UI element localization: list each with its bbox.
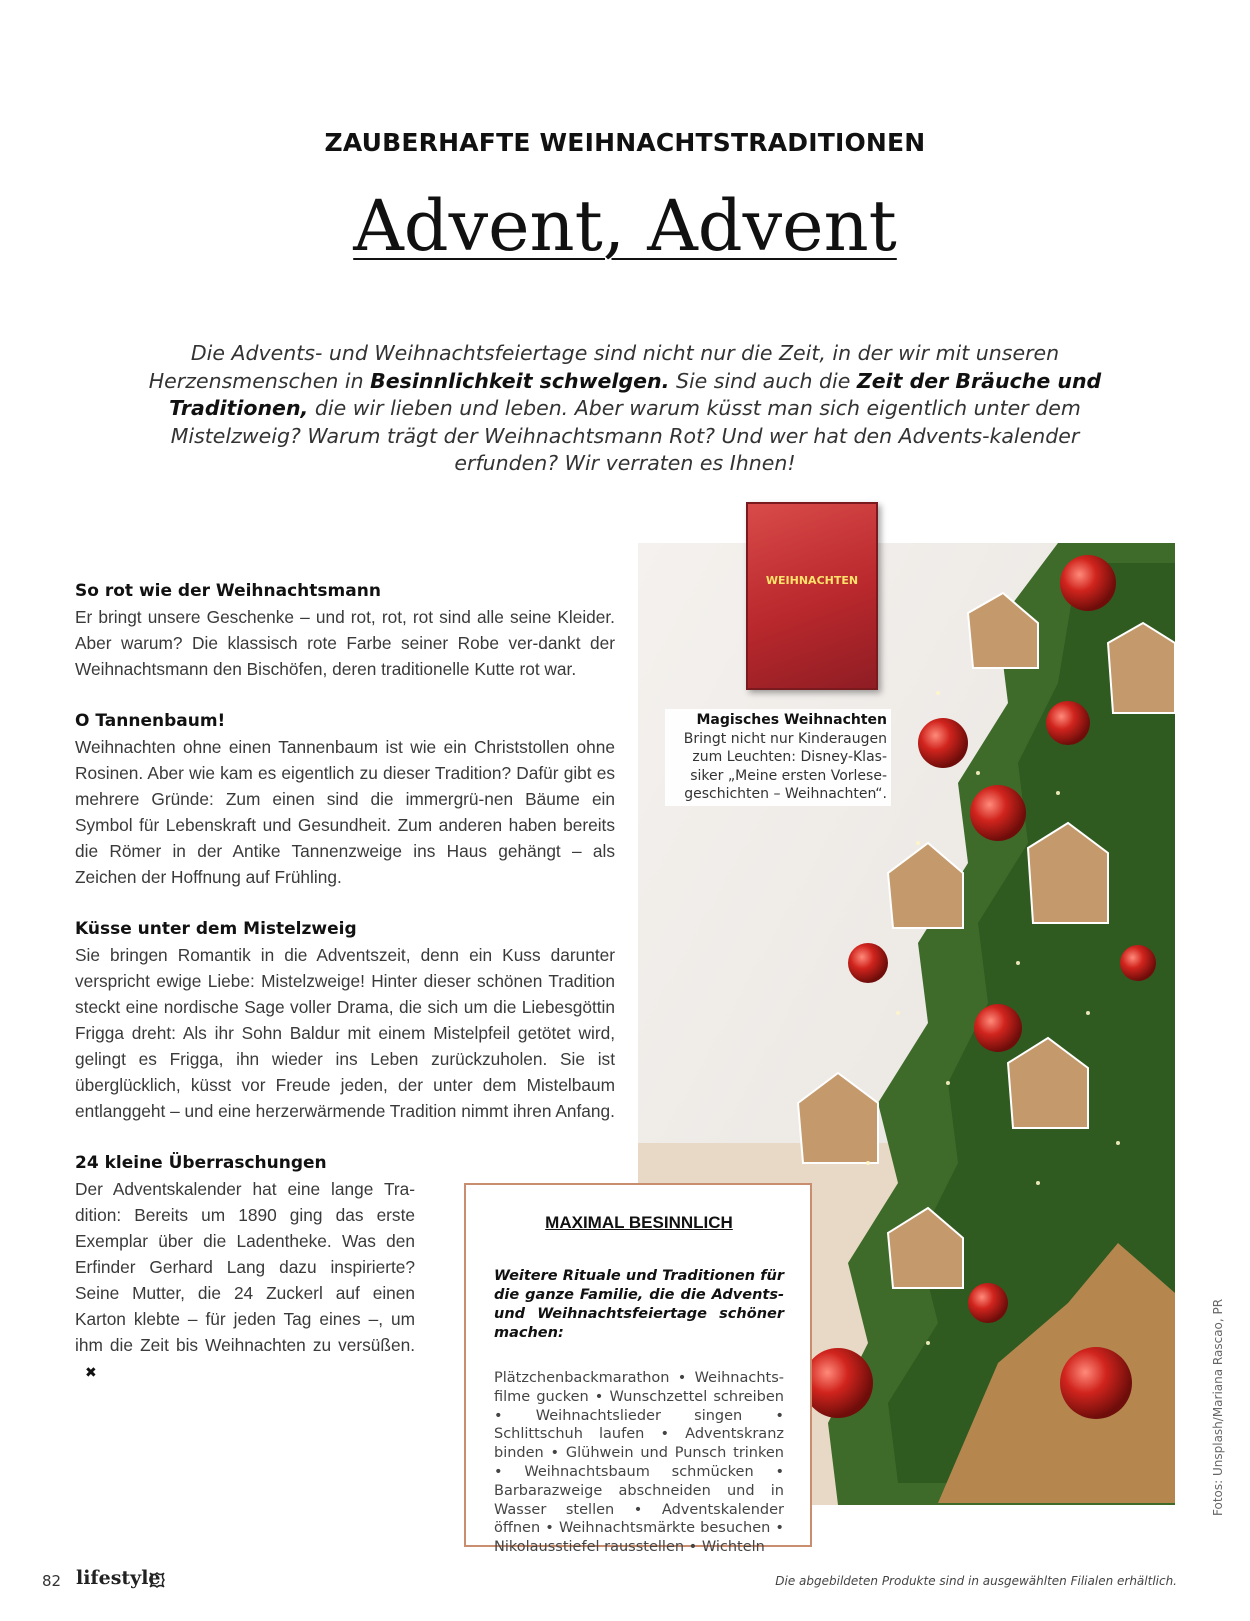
section-mistletoe <box>75 916 615 1124</box>
section-text: Weihnachten ohne einen Tannenbaum ist wie ein Christstollen ohne Rosinen. Aber wie kam es eigentlich zu dieser Tradition? Dafür gibt es mehrere Gründe: Zum einen sind die immergrü-nen Bäume ein Symbol für Lebenskraft und Gesundheit. Zum anderen haben bereits die Römer in der Antike Tannenzweige ins Haus gehängt – als Zeichen der Hoffnung auf Frühling. <box>75 737 615 887</box>
article-intro <box>125 340 1125 478</box>
book-cover <box>746 502 878 690</box>
section-heading: Küsse unter dem Mistelzweig <box>75 919 357 939</box>
intro-text-3: die wir lieben und leben. Aber warum küsst man sich eigentlich unter dem Mistelzweig? Warum trägt der Weihnachtsmann Rot? Und wer hat den Advents-kalender erfunden? Wir verraten es Ihnen! <box>170 396 1081 475</box>
intro-text-1: Die Advents- und Weihnachtsfeiertage sind nicht nur die Zeit, in der wir mit unseren Herzensmenschen in <box>148 341 1060 393</box>
tips-box-lead: Weitere Rituale und Traditionen für die ganze Familie, die die Advents- und Weihnachtsfeiertage schöner machen: <box>494 1268 784 1341</box>
tips-box-title: MAXIMAL BESINNLICH <box>545 1213 733 1232</box>
photo-credit: Fotos: Unsplash/Mariana Rascao, PR <box>1211 1298 1225 1516</box>
brand-logo-text: lifestyle <box>76 1567 161 1589</box>
intro-text-2: Sie sind auch die <box>669 368 857 393</box>
intro-bold-2: Zeit der Bräuche und Traditionen, <box>169 368 1102 420</box>
article-title-text: Advent, Advent <box>353 185 897 267</box>
book-cover-title: WEIHNACHTEN <box>765 574 859 587</box>
section-text: Sie bringen Romantik in die Adventszeit, denn ein Kuss darunter verspricht ewige Liebe: Mistelzweige! Hinter dieser schönen Tradition steckt eine nordische Sage voller Drama, die sich um die Liebesgöttin Frigga dreht: Als ihr Sohn Baldur mit einem Mistelpfeil getötet wird, gelingt es Frigga, ihn wieder ins Leben zurückzuholen. Sie ist überglücklich, küsst vor Freude jeden, der unter dem Mistelbaum entlanggeht – und eine herzerwärmende Tradition nimmt ihren Anfang. <box>75 945 615 1121</box>
caption-text: Bringt nicht nur Kinderaugen zum Leuchten: Disney-Klas-siker „Meine ersten Vorlese-geschichten – Weihnachten“. <box>683 730 887 802</box>
product-caption <box>665 709 891 806</box>
section-christmas-tree <box>75 708 615 890</box>
section-text-content: Der Adventskalender hat eine lange Tra-dition: Bereits um 1890 ging das erste Exemplar über die Ladentheke. Was den Erfinder Gerhard Lang dazu inspirierte? Seine Mutter, die 24 Zuckerl auf einen Karton klebte – für jeden Tag eines –, um ihm die Zeit bis Weihnachten zu versüßen. <box>75 1179 415 1355</box>
section-text: Er bringt unsere Geschenke – und rot, rot, rot sind alle seine Kleider. Aber warum? Die klassisch rote Farbe seiner Robe ver-dankt der Weihnachtsmann den Bischöfen, deren traditionelle Kutte rot war. <box>75 607 615 679</box>
section-text <box>75 1176 415 1385</box>
tips-box-list: Plätzchenbackmarathon • Weihnachts-filme gucken • Wunschzettel schreiben • Weihnachtslieder singen • Schlittschuh laufen • Adventskranz binden • Glühwein und Punsch trinken • Weihnachtsbaum schmücken • Barbarazweige abschneiden und in Wasser stellen • Adventskalender öffnen • Weihnachtsmärkte besuchen • Nikolausstiefel rausstellen • Wichteln <box>494 1370 784 1556</box>
section-advent-calendar <box>75 1150 415 1385</box>
section-heading: 24 kleine Überraschungen <box>75 1153 327 1173</box>
caption-title: Magisches Weihnachten <box>696 712 887 728</box>
section-heading: O Tannenbaum! <box>75 711 226 731</box>
tips-box <box>464 1183 812 1556</box>
article-kicker: ZAUBERHAFTE WEIHNACHTSTRADITIONEN <box>324 128 926 157</box>
footer-disclaimer: Die abgebildeten Produkte sind in ausgewählten Filialen erhältlich. <box>775 1574 1177 1588</box>
section-heading: So rot wie der Weihnachtsmann <box>75 581 381 601</box>
clover-icon <box>149 1572 165 1588</box>
article-title <box>0 185 1250 267</box>
page-number: 82 <box>42 1572 62 1590</box>
intro-bold-1: Besinnlichkeit schwelgen. <box>370 368 670 393</box>
section-santa <box>75 578 615 682</box>
end-mark-icon: ✖ <box>85 1364 97 1380</box>
